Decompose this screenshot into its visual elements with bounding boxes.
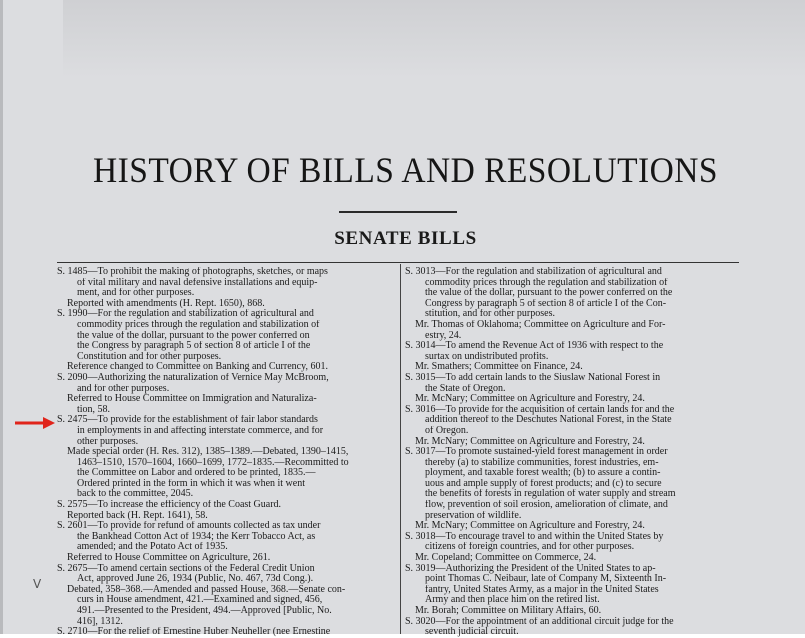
bill-text-line: the value of the dollar, pursuant to the power conferred on	[77, 330, 310, 341]
bill-text-line: thereby (a) to stabilize communities, forest industries, em-	[425, 457, 659, 468]
bill-text-line: uous and ample supply of forest products; and (c) to secure	[425, 478, 662, 489]
bill-entry	[57, 267, 391, 309]
bill-text-line: 1463–1510, 1570–1604, 1660–1699, 1772–1835.—Recommitted to	[77, 457, 349, 468]
bill-text-line: Referred to House Committee on Agriculture, 261.	[67, 553, 271, 564]
bill-text-line: fantry, United States Army, as a major in the United States	[425, 584, 659, 595]
bill-text-line: Act, approved June 26, 1934 (Public, No. 467, 73d Cong.).	[77, 574, 314, 585]
bill-text-line: Army and then place him on the retired list.	[425, 595, 600, 606]
bill-heading-line: S. 3019—Authorizing the President of the United States to ap-	[405, 563, 656, 574]
bill-entry	[405, 373, 739, 405]
bill-text-line: seventh judicial circuit.	[425, 627, 519, 638]
bill-entry	[405, 405, 739, 447]
bill-text-line: of Oregon.	[425, 425, 469, 436]
bill-text-line: the State of Oregon.	[425, 383, 506, 394]
bill-heading-line: S. 3016—To provide for the acquisition of certain lands for and the	[405, 404, 675, 415]
section-heading: SENATE BILLS	[334, 228, 477, 249]
bill-heading-line: S. 2475—To provide for the establishment of fair labor standards	[57, 415, 318, 426]
bill-heading-line: S. 3015—To add certain lands to the Siuslaw National Forest in	[405, 372, 661, 383]
bill-entry	[405, 447, 739, 532]
bill-text-line: stitution, and for other purposes.	[425, 309, 555, 320]
bill-heading-line: S. 1990—For the regulation and stabilization of agricultural and	[57, 309, 314, 320]
bill-heading-line: S. 3018—To encourage travel to and within the United States by	[405, 531, 664, 542]
bill-text-line: point Thomas C. Neibaur, late of Company M, Sixteenth In-	[425, 574, 667, 585]
bill-text-line: 416], 1312.	[77, 616, 123, 627]
bill-entry	[405, 267, 739, 341]
bill-heading-line: S. 3013—For the regulation and stabilization of agricultural and	[405, 267, 662, 277]
bill-heading-line: S. 2090—Authorizing the naturalization of Vernice May McBroom,	[57, 372, 329, 383]
bill-text-line: 491.—Presented to the President, 494.—Approved [Public, No.	[77, 606, 332, 616]
bill-text-line: surtax on undistributed profits.	[425, 351, 549, 362]
bill-text-line: back to the committee, 2045.	[77, 489, 194, 500]
column-divider	[400, 264, 401, 634]
bill-text-line: curs in House amendment, 421.—Examined and signed, 456,	[77, 595, 323, 606]
section-rule	[57, 262, 739, 263]
bill-text-line: Mr. McNary; Committee on Agriculture and Forestry, 24.	[415, 436, 645, 447]
bill-entry	[57, 521, 391, 563]
bill-heading-line: S. 3020—For the appointment of an additional circuit judge for the	[405, 616, 674, 627]
margin-handwritten-mark: V	[33, 577, 42, 591]
right-column	[405, 267, 739, 638]
red-arrow-icon	[15, 417, 55, 429]
bill-heading-line: S. 1485—To prohibit the making of photographs, sketches, or maps	[57, 267, 328, 277]
bill-text-line: the Congress by paragraph 5 of section 8 of article I of the	[77, 341, 311, 352]
bill-text-line: commodity prices through the regulation and stabilization of	[77, 319, 320, 330]
bill-text-line: in employments in and affecting interstate commerce, and for	[77, 425, 324, 436]
bill-text-line: the Bankhead Cotton Act of 1934; the Kerr Tobacco Act, as	[77, 531, 316, 542]
bill-heading-line: S. 2675—To amend certain sections of the Federal Credit Union	[57, 563, 315, 574]
bill-text-line: Mr. Copeland; Committee on Commerce, 24.	[415, 553, 597, 564]
bill-text-line: Debated, 358–368.—Amended and passed House, 368.—Senate con-	[67, 584, 346, 595]
bill-heading-line: S. 3017—To promote sustained-yield forest management in order	[405, 447, 668, 458]
bill-text-line: amended; and the Potato Act of 1935.	[77, 542, 228, 553]
bill-text-line: estry, 24.	[425, 330, 462, 341]
bill-text-line: Referred to House Committee on Immigration and Naturaliza-	[67, 394, 317, 405]
bill-entry	[405, 341, 739, 373]
bill-text-line: citizens of foreign countries, and for other purposes.	[425, 542, 635, 553]
bill-text-line: and for other purposes.	[77, 383, 170, 394]
bill-text-line: of vital military and naval defensive installations and equip-	[77, 277, 318, 288]
bill-entry	[57, 415, 391, 500]
bill-text-line: Reported with amendments (H. Rept. 1650), 868.	[67, 298, 265, 309]
bill-entry	[57, 373, 391, 415]
page-edge-shadow	[63, 0, 805, 78]
bill-text-line: the value of the dollar, pursuant to the power conferred on the	[425, 288, 673, 299]
bill-text-line: ment, and for other purposes.	[77, 288, 195, 299]
bill-text-line: tion, 58.	[77, 404, 111, 415]
bill-entry	[57, 564, 391, 628]
bill-text-line: Mr. McNary; Committee on Agriculture and Forestry, 24.	[415, 394, 645, 405]
bill-heading-line: S. 2575—To increase the efficiency of the Coast Guard.	[57, 500, 282, 511]
page-title: HISTORY OF BILLS AND RESOLUTIONS	[92, 150, 719, 190]
left-column	[57, 267, 391, 638]
bill-text-line: Constitution and for other purposes.	[77, 351, 222, 362]
bill-text-line: Made special order (H. Res. 312), 1385–1389.—Debated, 1390–1415,	[67, 447, 349, 458]
bill-heading-line: S. 2601—To provide for refund of amounts collected as tax under	[57, 521, 321, 532]
bill-entry	[405, 564, 739, 617]
bill-entry	[405, 532, 739, 564]
bill-text-line: commodity prices through the regulation and stabilization of	[425, 277, 668, 288]
bill-text-line: other purposes.	[77, 436, 139, 447]
bill-heading-line: S. 2710—For the relief of Ernestine Huber Neuheller (nee Ernestine	[57, 627, 331, 638]
bill-text-line: Ordered printed in the form in which it was when it went	[77, 478, 305, 489]
bill-text-line: Mr. McNary; Committee on Agriculture and Forestry, 24.	[415, 521, 645, 532]
bill-text-line: addition thereof to the Deschutes National Forest, in the State	[425, 415, 672, 426]
bill-text-line: Reference changed to Committee on Banking and Currency, 601.	[67, 362, 328, 373]
title-rule	[339, 211, 457, 213]
bill-text-line: Congress by paragraph 5 of section 8 of article I of the Con-	[425, 298, 667, 309]
bill-text-line: Mr. Smathers; Committee on Finance, 24.	[415, 362, 583, 373]
bill-text-line: ployment, and taxable forest wealth; (b) to assure a contin-	[425, 468, 661, 479]
bill-heading-line: S. 3014—To amend the Revenue Act of 1936 with respect to the	[405, 341, 664, 352]
bill-entry	[57, 309, 391, 373]
bill-entry	[405, 617, 739, 638]
bill-text-line: Mr. Borah; Committee on Military Affairs, 60.	[415, 606, 602, 616]
bill-text-line: Reported back (H. Rept. 1641), 58.	[67, 510, 208, 521]
bill-text-line: flow, prevention of soil erosion, amelioration of climate, and	[425, 500, 668, 511]
bill-text-line: the benefits of forests in regulation of water supply and stream	[425, 489, 676, 500]
bill-text-line: preservation of wildlife.	[425, 510, 522, 521]
bill-entry	[57, 627, 391, 638]
bill-text-line: Mr. Thomas of Oklahoma; Committee on Agriculture and For-	[415, 319, 666, 330]
bill-entry	[57, 500, 391, 521]
bill-text-line: the Committee on Labor and ordered to be printed, 1835.—	[77, 468, 316, 479]
